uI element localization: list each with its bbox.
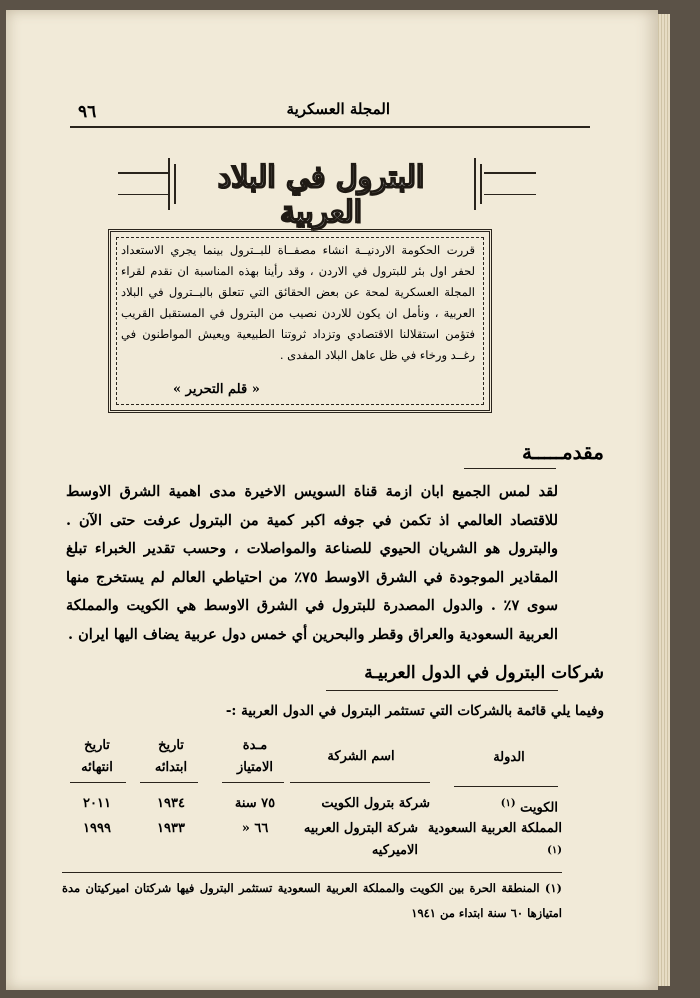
section-heading: شركات البترول في الدول العربيـة	[364, 663, 604, 683]
editor-note-text: قررت الحكومة الاردنيــة انشاء مصفــاة للبــترول بينما يجري الاستعداد لحفر اول بئر للبترول في الاردن ، وقد رأينا بهذه المناسبة ان نقدم لقراء المجلة العسكرية لمحة عن بعض الحقائق التي تتعلق بالبــترول في البلاد العربية ، ونأمل ان يكون للاردن نصيب من البترول في المستقبل القريب فتؤمن استقلالنا الاقتصادي وتزداد ثروتنا الطبيعية ويعيش المواطنون في رغــد ورخاء في ظل عاهل البلاد المفدى .	[121, 243, 475, 362]
header-underline-company	[290, 782, 430, 783]
page-header	[70, 96, 590, 128]
page-number: ٩٦	[78, 102, 97, 122]
table-row-1-start: ١٩٣٤	[157, 796, 185, 811]
title-bar-left	[168, 158, 170, 210]
table-row-2-concession: ٦٦ «	[241, 821, 269, 836]
header-underline-start	[140, 782, 198, 783]
table-row-2-end: ١٩٩٩	[83, 821, 111, 836]
running-title: المجلة العسكرية	[286, 100, 390, 118]
editor-note-box	[108, 229, 492, 413]
title-rule-right-bottom	[484, 194, 536, 195]
table-row-2-company: شركة البترول العربيه الاميركيه	[303, 821, 418, 858]
intro-heading-underline	[464, 468, 556, 469]
header-country: الدولة	[493, 750, 525, 765]
row-1-country-name: الكويت	[520, 800, 558, 816]
title-rule-right-top	[484, 172, 536, 174]
header-underline-concession	[222, 782, 284, 783]
table-row-2-country	[410, 818, 562, 866]
table-intro: وفيما يلي قائمة بالشركات التي تستثمر البترول في الدول العربية :-	[225, 703, 604, 719]
table-row-1-company: شركة بترول الكويت	[321, 796, 430, 811]
intro-paragraph: لقد لمس الجميع ابان ازمة قناة السويس الاخيرة مدى اهمية الشرق الاوسط للاقتصاد العالمي اذ تكمن في جوفه اكبر كمية من البترول عرفت حتى الآن . والبترول هو الشريان الحيوي للصناعة والمواصلات ، وحسب تقدير الخبراء تبلغ المقادير الموجودة في الشرق الاوسط ٧٥٪ من احتياطي العالم لم يستخرج منها سوى ٧٪ . والدول المصدرة للبترول في الشرق الاوسط هي الكويت والمملكة العربية السعودية والعراق وقطر والبحرين أي خمس دول عربية يضاف اليها ايران .	[66, 483, 558, 643]
editor-signature: « قلم التحرير »	[173, 382, 260, 397]
header-end: تاريخ انتهائه	[81, 738, 113, 775]
section-heading-underline	[326, 690, 558, 691]
title-bar-right-inner	[480, 164, 482, 204]
header-concession: مـدة الامتياز	[236, 738, 274, 775]
title-rule-left-bottom	[118, 194, 170, 195]
row-2-note: (١)	[547, 845, 562, 856]
table-row-1-end: ٢٠١١	[83, 796, 111, 811]
table-row-2-start: ١٩٣٣	[157, 821, 185, 836]
table-row-1-concession: ٧٥ سنة	[234, 796, 276, 811]
intro-heading: مقدمـــــة	[521, 440, 604, 464]
row-2-country-name: المملكة العربية السعودية	[427, 821, 562, 836]
article-title: البترول في البلاد العربية	[217, 160, 425, 230]
table-row-1-country	[440, 793, 558, 819]
footnote: (١) المنطقة الحرة بين الكويت والمملكة العربية السعودية تستثمر البترول فيها شركتان اميركيتان مدة امتيازها ٦٠ سنة ابتداء من ١٩٤١	[62, 881, 562, 920]
title-bar-left-inner	[174, 164, 176, 204]
footnote-rule	[62, 872, 562, 873]
title-rule-left-top	[118, 172, 170, 174]
header-underline-country	[454, 786, 558, 787]
row-1-note: (١)	[500, 798, 516, 809]
title-bar-right	[474, 158, 476, 210]
header-company: اسم الشركة	[327, 749, 395, 764]
header-start: تاريخ ابتدائه	[154, 738, 188, 775]
page-edge	[656, 14, 670, 986]
header-underline-end	[70, 782, 126, 783]
